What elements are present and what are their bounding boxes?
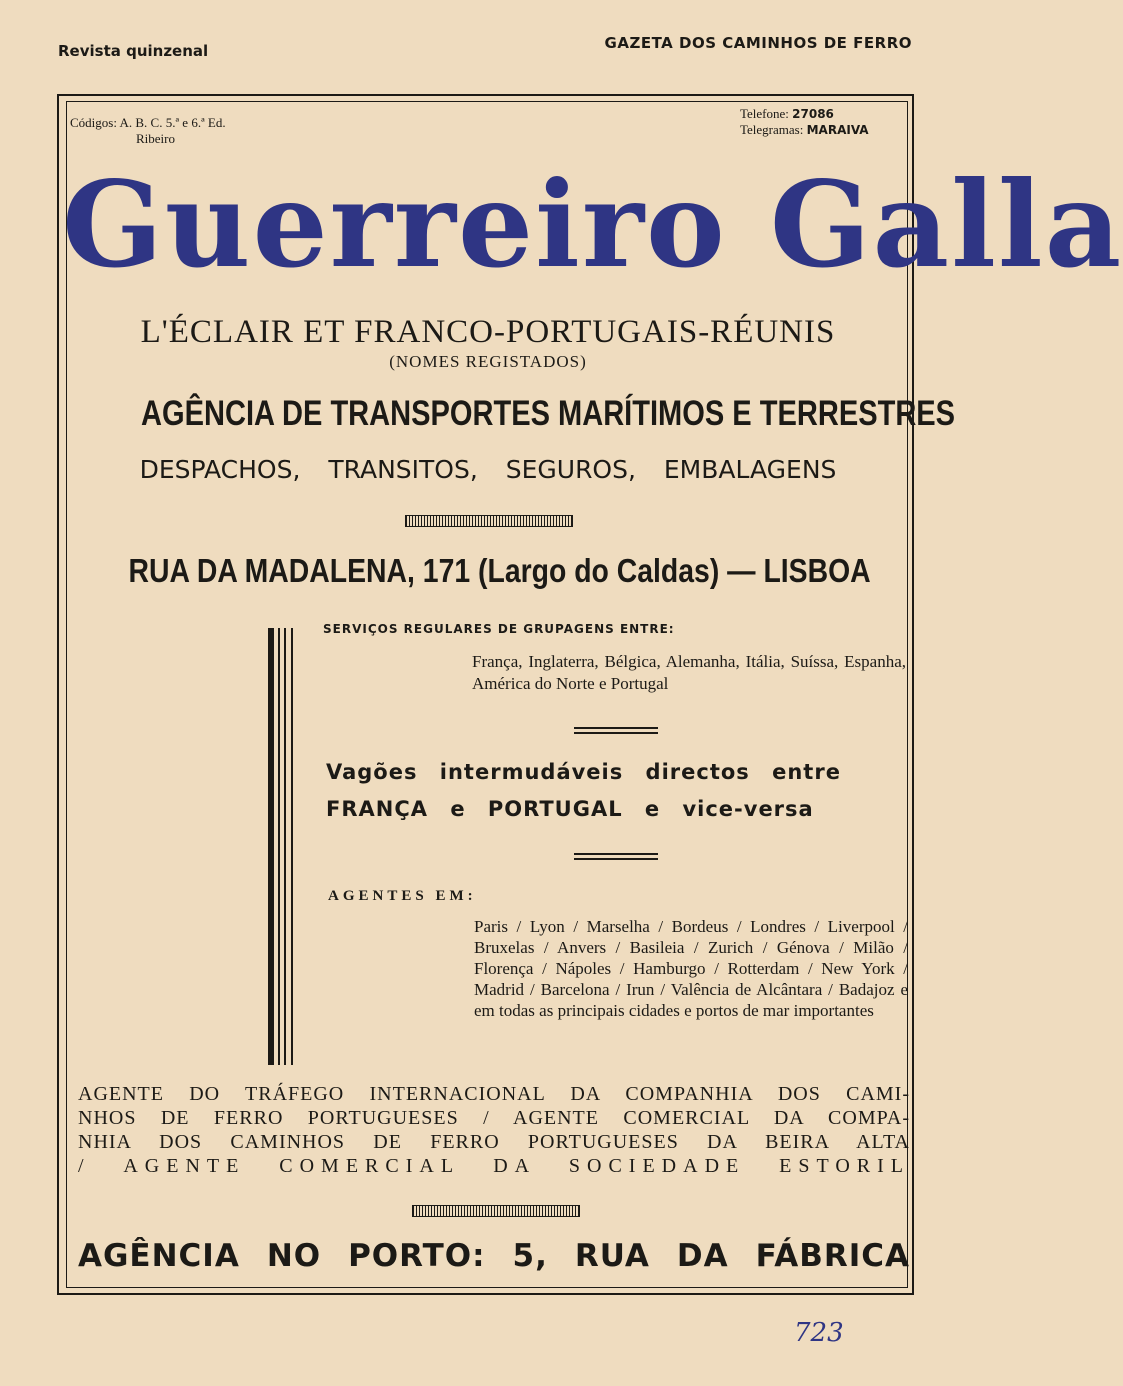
groupage-heading: SERVIÇOS REGULARES DE GRUPAGENS ENTRE: (323, 622, 675, 636)
phone-number: 27086 (792, 107, 834, 121)
header-left: Revista quinzenal (58, 42, 209, 60)
double-rule (574, 853, 658, 860)
porto-agency: AGÊNCIA NO PORTO: 5, RUA DA FÁBRICA (78, 1238, 910, 1274)
double-rule (574, 727, 658, 734)
wagons-line-2: FRANÇA e PORTUGAL e vice-versa (326, 797, 814, 821)
wagons-line-1: Vagões intermudáveis directos entre (326, 760, 841, 784)
hatched-divider (412, 1205, 580, 1217)
page-number: 723 (794, 1318, 844, 1348)
brand-name: Guerreiro Galla (62, 155, 1123, 294)
telegram-address: MARAIVA (806, 123, 869, 137)
agency-title: AGÊNCIA DE TRANSPORTES MARÍTIMOS E TERRESTRES (141, 394, 956, 433)
brand-subtitle: L'ÉCLAIR ET FRANCO-PORTUGAIS-RÉUNIS (140, 314, 836, 350)
lisbon-address: RUA DA MADALENA, 171 (Largo do Caldas) — LISBOA (128, 552, 871, 589)
registered-names: (NOMES REGISTADOS) (389, 352, 587, 371)
railway-agent-text (78, 1082, 910, 1178)
phone-label: Telefone: (740, 106, 789, 121)
hatched-divider (405, 515, 573, 527)
railway-agent-line-1: AGENTE DO TRÁFEGO INTERNACIONAL DA COMPANHIA DOS CAMI- (78, 1083, 910, 1105)
groupage-countries: França, Inglaterra, Bélgica, Alemanha, Itália, Suíssa, Espanha, América do Norte e Portugal (472, 652, 906, 693)
agents-heading: AGENTES EM: (328, 888, 477, 904)
railway-agent-line-4: / AGENTE COMERCIAL DA SOCIEDADE ESTORIL (78, 1155, 910, 1177)
services-line: DESPACHOS, TRANSITOS, SEGUROS, EMBALAGENS (139, 455, 837, 484)
header-right: GAZETA DOS CAMINHOS DE FERRO (604, 34, 912, 52)
codes-line-2: Ribeiro (136, 131, 175, 146)
railway-agent-line-3: NHIA DOS CAMINHOS DE FERRO PORTUGUESES DA BEIRA ALTA (78, 1131, 910, 1153)
codes-line-1: Códigos: A. B. C. 5.ª e 6.ª Ed. (70, 115, 226, 130)
agent-cities: Paris / Lyon / Marselha / Bordeus / Londres / Liverpool / Bruxelas / Anvers / Basileia / Zurich / Génova / Milão / Florença / Nápoles / Hamburgo / Rotterdam / New York / Madrid / Barcelona / Irun / Valência de Alcântara / Badajoz e em todas as principais cidades e portos de mar importantes (474, 917, 908, 1020)
contact-block (740, 106, 869, 138)
vertical-rule-bars (268, 628, 298, 1065)
telegram-label: Telegramas: (740, 122, 804, 137)
telegraph-codes (70, 115, 226, 147)
railway-agent-line-2: NHOS DE FERRO PORTUGUESES / AGENTE COMERCIAL DA COMPA- (78, 1107, 910, 1129)
